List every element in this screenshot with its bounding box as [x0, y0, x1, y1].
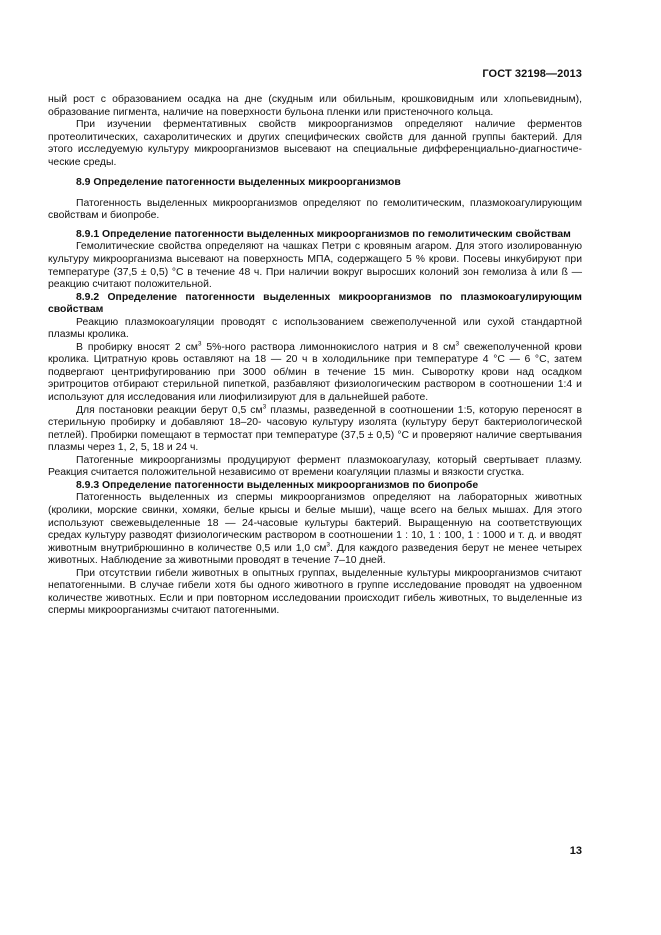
paragraph-bioassay-conclusion: При отсутствии гибели животных в опытных группах, выделенные культуры микроорганизмов считают непатогенными. В случае гибели хотя бы одного животного в группе исследование проводят на удвоенном количестве животных. Если и при повторном исследовании происходит гибель животных, то выделенные из спермы микроорганизмы считают патогенными. [48, 567, 582, 617]
section-heading-8-9-3: 8.9.3 Определение патогенности выделенных микроорганизмов по биопробе [76, 479, 479, 491]
page-body [48, 94, 582, 618]
paragraph-bioassay: Патогенность выделенных из спермы микроорганизмов определяют на лабораторных животных (кролики, морские свинки, хомяки, белые крысы и белые мыши), чаще всего на белых мышах. Для этого используют свежевыделенные 18 — 24-часовые культуры бактерий. Выращенную на соответствующих средах культуру разводят физиологическим раствором в соотношении 1 : 10, 1 : 100, 1 : 1000 и т. д. и вводят животным внутрибрюшинно в количестве 0,5 или 1,0 $см^3$. Для каждого разведения берут не менее четырех животных. Наблюдение за животными проводят в течение 7–10 дней. [48, 492, 582, 567]
section-heading-8-9-1: 8.9.1 Определение патогенности выделенных микроорганизмов по гемолитическим свойствам [76, 228, 571, 240]
paragraph-hemolytic: Гемолитические свойства определяют на чашках Петри с кровяным агаром. Для этого изолированную культуру микроорганизма высевают на поверхность МПА, содержащего 5 % крови. Посевы инкубируют при температуре (37,5 ± 0,5) °С в течение 48 ч. При наличии вокруг выросших колоний зон гемолиза à или ß — реакцию считают положительной. [48, 241, 582, 291]
paragraph-citrate-blood: В пробирку вносят 2 $см^3$ 5%-ного раствора лимоннокислого натрия и 8 $см^3$ свежеполученной крови кролика. Цитратную кровь оставляют на 18 — 20 ч в холодильнике при температуре 4 °С — 6 °С, затем подвергают центрифугированию при 3000 об/мин в течение 15 мин. Сыворотку крови над осадком эритроцитов отбирают стерильной пипеткой, разбавляют физиологическим раствором в соотношении 1:4 и используют для исследования или лиофилизируют для в дальнейшей работе. [48, 340, 582, 404]
section-heading-8-9-2: 8.9.2 Определение патогенности выделенных микроорганизмов по плазмокоагулирующим свойствам [48, 291, 582, 316]
page-number: 13 [569, 845, 582, 857]
paragraph-pathogenicity-intro: Патогенность выделенных микроорганизмов определяют по гемолитическим, плазмокоагулирующим свойствам и биопробе. [48, 197, 582, 222]
paragraph-broth-growth: ный рост с образованием осадка на дне (скудным или обильным, крошковидным или хлопьевидным), образование пигмента, наличие на поверхности бульона пленки или пристеночного кольца. [48, 94, 582, 118]
paragraph-reaction-setup: Для постановки реакции берут 0,5 $см^3$ плазмы, разведенной в соотношении 1:5, которую переносят в стерильную пробирку и добавляют 18–20- часовую культуру изолята (культуру берут бактериологической петлей). Пробирки помещают в термостат при температуре (37,5 ± 0,5) °С и проверяют наличие свертывания плазмы через 1, 2, 5, 18 и 24 ч. [48, 403, 582, 454]
paragraph-enzymatic-properties: При изучении ферментативных свойств микроорганизмов определяют наличие ферментов протеолитических, сахаролитических и других специфических свойств для данной группы бактерий. Для этого исследуемую культуру микроорганизмов высевают на специальные дифференциально-диагностиче-ческие среды. [48, 119, 582, 168]
section-heading-8-9: 8.9 Определение патогенности выделенных микроорганизмов [76, 177, 401, 189]
document-code: ГОСТ 32198—2013 [482, 68, 582, 80]
paragraph-plasmocoagulation: Реакцию плазмокоагуляции проводят с использованием свежеполученной или сухой стандартной плазмы кролика. [48, 316, 582, 341]
paragraph-coagulase: Патогенные микроорганизмы продуцируют фермент плазмокоагулазу, который свертывает плазму. Реакция считается положительной независимо от времени коагуляции плазмы и вязкости сгустка. [48, 454, 582, 479]
